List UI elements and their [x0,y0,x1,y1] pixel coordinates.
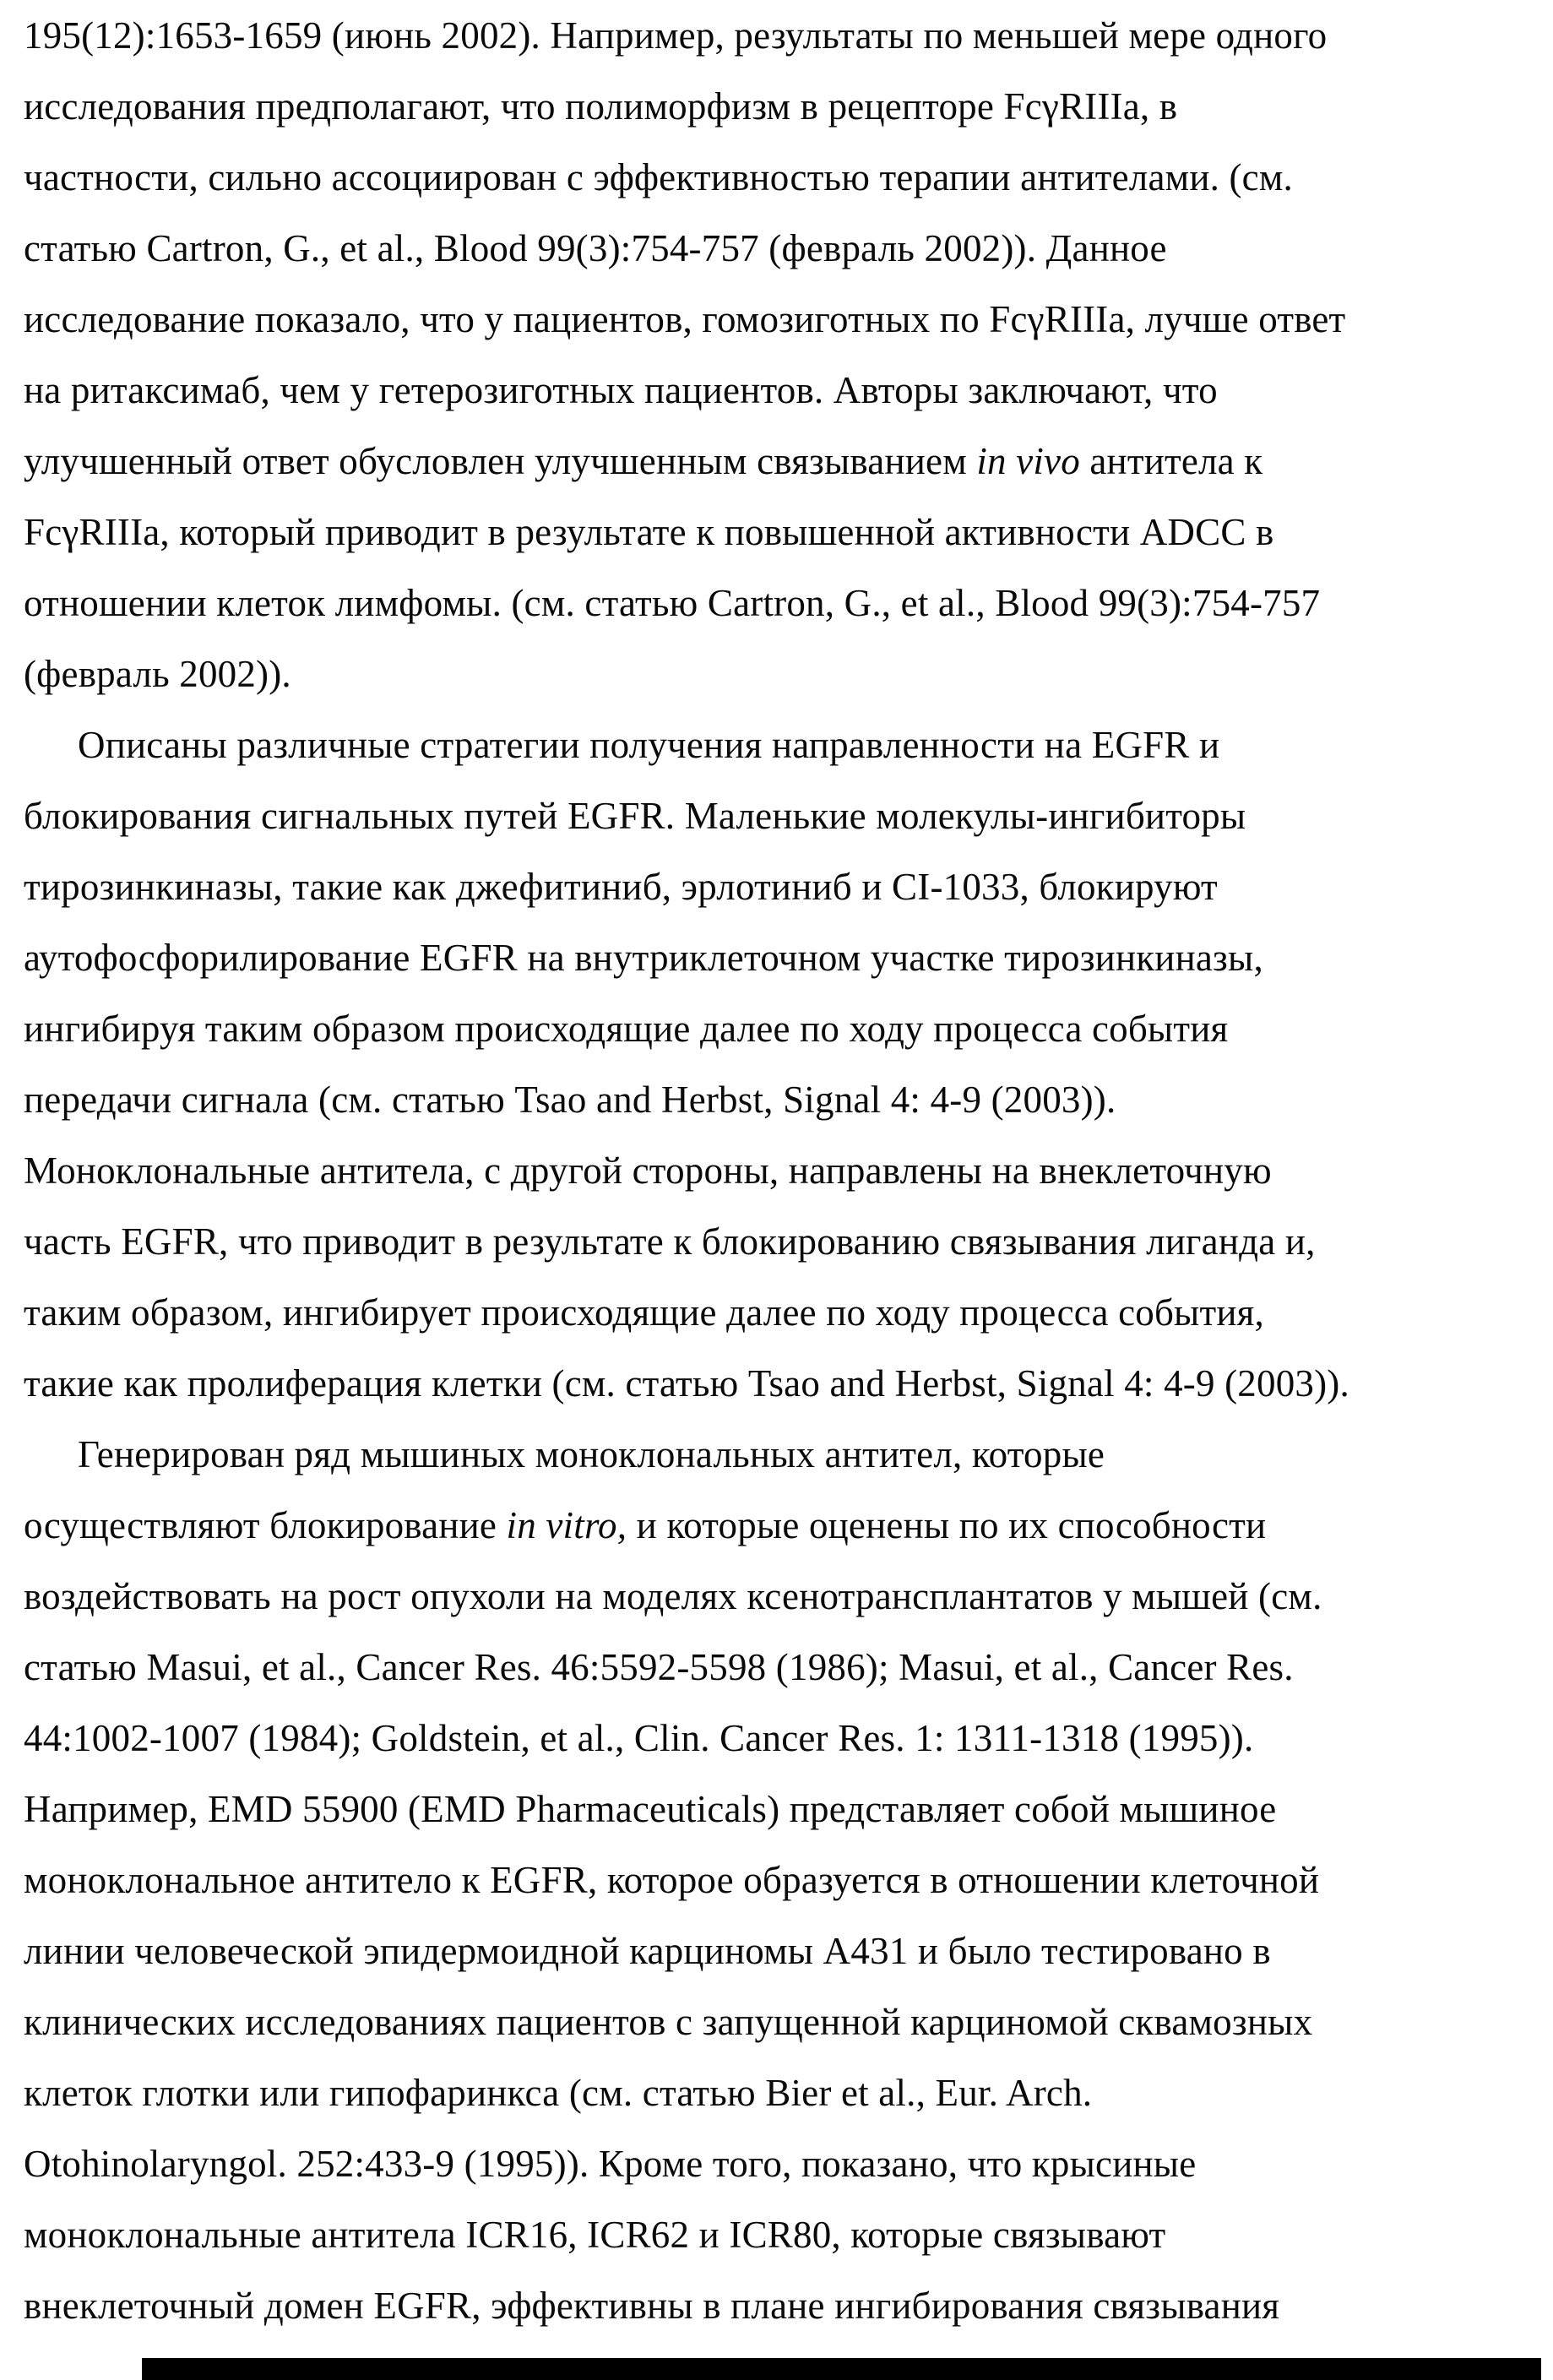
text-line [24,284,1541,355]
text-segment: на ритаксимаб, чем у гетерозиготных пациентов. Авторы заключают, что [24,369,1218,411]
italic-latin-phrase: in vitro, [506,1504,627,1546]
text-segment: 195(12):1653-1659 (июнь 2002). Например, результаты по меньшей мере одного [24,14,1328,57]
text-segment: таким образом, ингибирует происходящие далее по ходу процесса события, [24,1291,1264,1334]
text-segment: клинических исследованиях пациентов с запущенной карциномой сквамозных [24,2001,1313,2043]
text-line [24,1632,1541,1703]
text-line [24,426,1541,497]
text-line [24,1703,1541,1774]
text-line [24,0,1541,71]
text-segment: (февраль 2002)). [24,653,291,695]
text-segment: и которые оценены по их способности [627,1504,1267,1546]
text-segment: клеток глотки или гипофаринкса (см. статью Bier et al., Eur. Arch. [24,2072,1093,2114]
text-line [24,2128,1541,2199]
text-segment: исследование показало, что у пациентов, гомозиготных по FcγRIIIa, лучше ответ [24,298,1346,340]
text-segment: статью Cartron, G., et al., Blood 99(3):754-757 (февраль 2002)). Данное [24,227,1167,269]
text-segment: часть EGFR, что приводит в результате к блокированию связывания лиганда и, [24,1220,1316,1263]
scan-artifact-bar [142,2358,1541,2380]
text-segment: частности, сильно ассоциирован с эффективностью терапии антителами. (см. [24,156,1293,198]
text-line [24,1490,1541,1561]
text-line [24,993,1541,1064]
text-segment: аутофосфорилирование EGFR на внутриклеточном участке тирозинкиназы, [24,937,1263,979]
text-segment: такие как пролиферация клетки (см. статью Tsao and Herbst, Signal 4: 4-9 (2003)). [24,1362,1349,1405]
italic-latin-phrase: in vivo [976,440,1080,482]
text-line [24,1986,1541,2057]
text-segment: антитела к [1079,440,1263,482]
text-line [24,922,1541,993]
text-line [24,1419,1541,1490]
text-line [24,71,1541,142]
text-line [24,1561,1541,1632]
text-segment: статью Masui, et al., Cancer Res. 46:5592-5598 (1986); Masui, et al., Cancer Res. [24,1646,1294,1688]
text-segment: FcγRIIIa, который приводит в результате к повышенной активности ADCC в [24,511,1274,553]
text-segment: Моноклональные антитела, с другой стороны, направлены на внеклеточную [24,1149,1272,1192]
page-text [24,0,1541,2341]
text-segment: передачи сигнала (см. статью Tsao and Herbst, Signal 4: 4-9 (2003)). [24,1079,1116,1121]
text-line [24,1915,1541,1986]
text-segment: ингибируя таким образом происходящие далее по ходу процесса события [24,1008,1229,1050]
text-segment: осуществляют блокирование [24,1504,507,1546]
text-line [24,1064,1541,1135]
text-line [24,1845,1541,1915]
text-segment: улучшенный ответ обусловлен улучшенным связыванием [24,440,977,482]
text-segment: Описаны различные стратегии получения направленности на EGFR и [78,724,1220,766]
text-segment: 44:1002-1007 (1984); Goldstein, et al., Clin. Cancer Res. 1: 1311-1318 (1995)). [24,1717,1254,1759]
text-segment: моноклональное антитело к EGFR, которое образуется в отношении клеточной [24,1859,1320,1901]
text-line [24,851,1541,922]
text-line [24,2057,1541,2128]
text-line [24,213,1541,284]
text-line [24,1206,1541,1277]
text-segment: линии человеческой эпидермоидной карциномы A431 и было тестировано в [24,1930,1271,1972]
text-line [24,1135,1541,1206]
text-segment: Otohinolaryngol. 252:433-9 (1995)). Кроме того, показано, что крысиные [24,2143,1197,2185]
text-segment: блокирования сигнальных путей EGFR. Маленькие молекулы-ингибиторы [24,795,1246,837]
text-line [24,709,1541,780]
text-segment: моноклональные антитела ICR16, ICR62 и ICR80, которые связывают [24,2214,1166,2256]
text-segment: исследования предполагают, что полиморфизм в рецепторе FcγRIIIa, в [24,85,1178,128]
text-segment: Например, EMD 55900 (EMD Pharmaceuticals) представляет собой мышиное [24,1788,1277,1830]
text-line [24,1348,1541,1419]
text-line [24,568,1541,638]
text-line [24,1774,1541,1845]
text-line [24,497,1541,568]
text-line [24,2270,1541,2341]
text-segment: отношении клеток лимфомы. (см. статью Cartron, G., et al., Blood 99(3):754-757 [24,582,1321,624]
text-line [24,2199,1541,2270]
text-line [24,638,1541,709]
text-segment: внеклеточный домен EGFR, эффективны в плане ингибирования связывания [24,2285,1280,2327]
text-line [24,780,1541,851]
text-line [24,355,1541,426]
text-segment: тирозинкиназы, такие как джефитиниб, эрлотиниб и CI-1033, блокируют [24,866,1218,908]
text-segment: Генерирован ряд мышиных моноклональных антител, которые [78,1433,1105,1475]
text-segment: воздействовать на рост опухоли на моделях ксенотрансплантатов у мышей (см. [24,1575,1322,1617]
text-line [24,1277,1541,1348]
text-line [24,142,1541,213]
